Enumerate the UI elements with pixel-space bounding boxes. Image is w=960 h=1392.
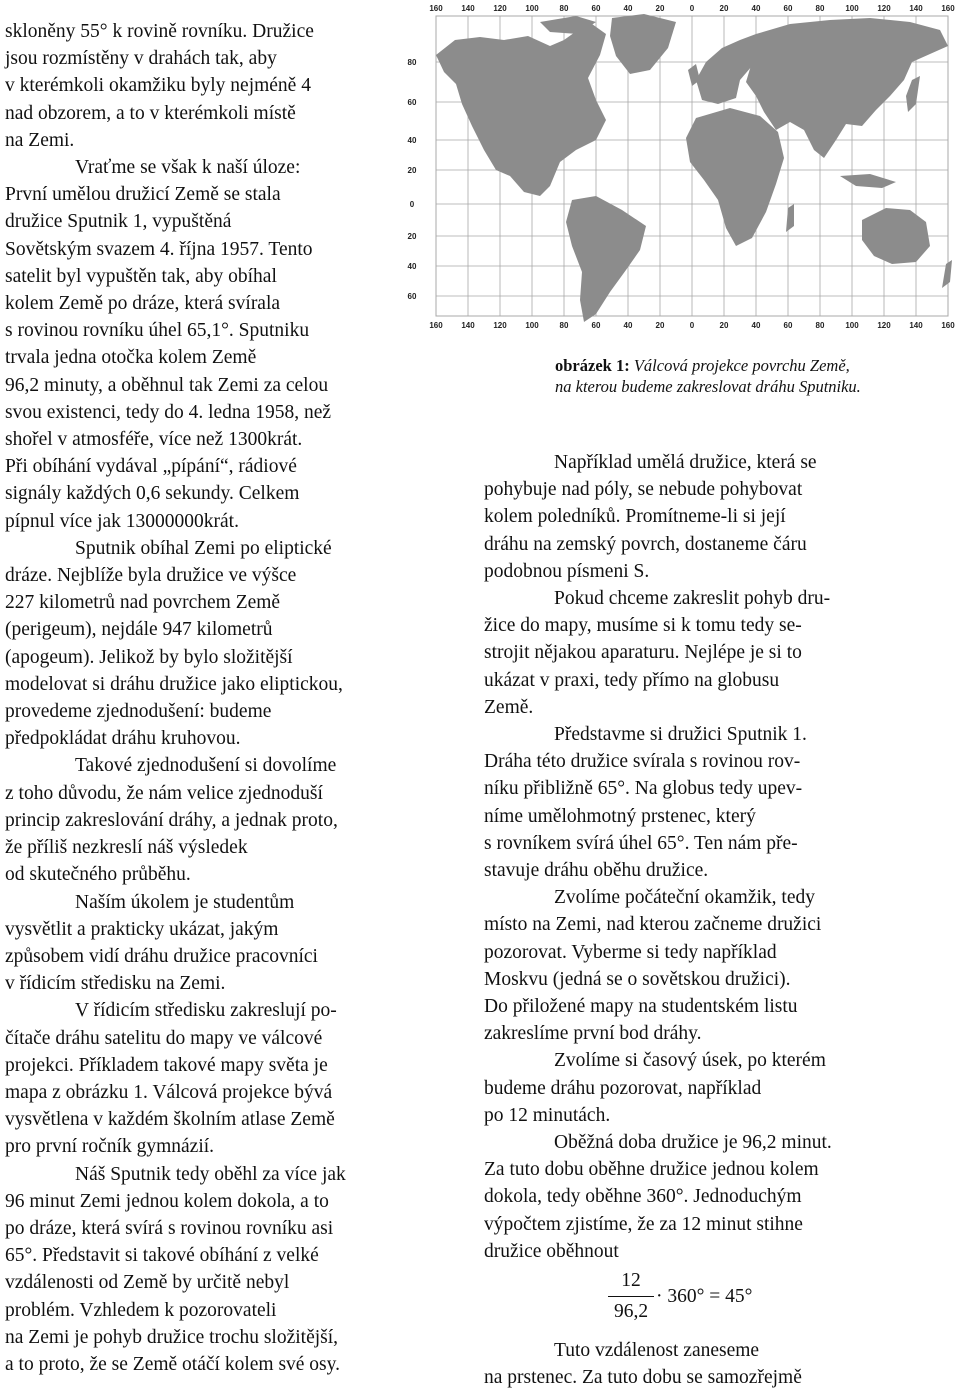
text-line: kolem Země po dráze, která svírala <box>5 293 281 315</box>
text-line: Takové zjednodušení si dovolíme <box>75 755 337 777</box>
longitude-label-top: 120 <box>877 4 891 13</box>
latitude-label: 0 <box>409 200 415 209</box>
longitude-label-top: 60 <box>783 4 793 13</box>
text-line: a to proto, že se Země otáčí kolem své osy. <box>5 1353 341 1375</box>
text-line: z toho důvodu, že nám velice zjednoduší <box>5 782 323 804</box>
longitude-label-bottom: 120 <box>493 321 507 330</box>
caption-label: obrázek 1: <box>555 356 630 375</box>
text-line: Za tuto dobu oběhne družice jednou kolem <box>484 1159 819 1181</box>
longitude-label-top: 140 <box>461 4 475 13</box>
text-line: V řídicím středisku zakreslují po- <box>75 1000 337 1022</box>
text-line: Například umělá družice, která se <box>554 452 817 473</box>
longitude-label-top: 40 <box>623 4 633 13</box>
longitude-label-top: 80 <box>815 4 825 13</box>
fraction <box>608 1269 654 1324</box>
text-line: projekci. Příkladem takové mapy světa je <box>5 1054 328 1076</box>
latitude-label: 40 <box>407 262 417 271</box>
longitude-label-top: 160 <box>429 4 443 13</box>
text-line: zakreslíme první bod dráhy. <box>484 1023 702 1045</box>
text-line: Oběžná doba družice je 96,2 minut. <box>554 1132 832 1154</box>
longitude-label-bottom: 20 <box>655 321 665 330</box>
formula <box>484 1269 944 1331</box>
fraction-bar <box>608 1296 654 1297</box>
text-line: níme umělohmotný prstenec, který <box>484 805 756 827</box>
longitude-label-bottom: 100 <box>525 321 539 330</box>
text-line: po dráze, která svírá s rovinou rovníku asi <box>5 1217 334 1239</box>
text-line: na Zemi. <box>5 129 75 151</box>
right-text-column <box>484 449 944 1392</box>
text-line: První umělou družicí Země se stala <box>5 184 281 206</box>
text-line: modelovat si dráhu družice jako eliptickou, <box>5 673 343 695</box>
world-map-figure <box>400 0 960 340</box>
caption-text-1: Válcová projekce povrchu Země, <box>633 356 850 375</box>
text-line: Při obíhání vydával „pípání“, rádiové <box>5 456 297 478</box>
text-line: signály každých 0,6 sekundy. Celkem <box>5 483 300 505</box>
longitude-label-top: 140 <box>909 4 923 13</box>
longitude-label-bottom: 40 <box>751 321 761 330</box>
text-line: pohybuje nad póly, se nebude pohybovat <box>484 479 803 501</box>
latitude-label: 40 <box>407 136 417 145</box>
text-line: místo na Zemi, nad kterou začneme družici <box>484 914 822 936</box>
longitude-label-bottom: 60 <box>591 321 601 330</box>
text-line: Zvolíme počáteční okamžik, tedy <box>554 887 815 909</box>
text-line: s rovníkem svírá úhel 65°. Ten nám pře- <box>484 832 798 854</box>
text-line: mapa z obrázku 1. Válcová projekce bývá <box>5 1081 333 1103</box>
text-line: 65°. Představit si takové obíhání z velké <box>5 1245 319 1267</box>
longitude-label-top: 100 <box>845 4 859 13</box>
longitude-label-top: 160 <box>941 4 955 13</box>
latitude-label: 20 <box>407 166 417 175</box>
text-line: po 12 minutách. <box>484 1104 611 1126</box>
text-line: Dráha této družice svírala s rovinou rov- <box>484 751 801 773</box>
text-line: (perigeum), nejdále 947 kilometrů <box>5 619 273 641</box>
text-line: problém. Vzhledem k pozorovateli <box>5 1299 277 1321</box>
text-line: Představme si družici Sputnik 1. <box>554 724 807 746</box>
text-line: trvala jedna otočka kolem Země <box>5 347 257 369</box>
text-line: dráze. Nejblíže byla družice ve výšce <box>5 565 297 587</box>
latitude-label: 60 <box>407 292 417 301</box>
text-line: Vraťme se však k naší úloze: <box>75 157 301 179</box>
text-line: dráhu na zemský povrch, dostaneme čáru <box>484 533 807 555</box>
text-line: na prstenec. Za tuto dobu se samozřejmě <box>484 1367 802 1389</box>
text-line: jsou rozmístěny v drahách tak, aby <box>5 48 277 70</box>
text-line: od skutečného průběhu. <box>5 864 191 886</box>
longitude-label-bottom: 80 <box>559 321 569 330</box>
latitude-labels <box>408 58 417 301</box>
text-line: Náš Sputnik tedy oběhl za více jak <box>75 1163 346 1185</box>
text-line: Sovětským svazem 4. října 1957. Tento <box>5 238 313 260</box>
text-line: strojit nějakou aparaturu. Nejlépe je si to <box>484 642 802 664</box>
land-masses <box>436 14 952 322</box>
new-zealand <box>942 260 952 288</box>
longitude-label-bottom: 80 <box>815 321 825 330</box>
longitude-label-top: 0 <box>689 4 695 13</box>
text-line: družice oběhnout <box>484 1240 619 1262</box>
fraction-numerator: 12 <box>621 1270 641 1292</box>
text-line: stavuje dráhu oběhu družice. <box>484 860 709 882</box>
longitude-label-bottom: 60 <box>783 321 793 330</box>
latitude-label: 60 <box>407 98 417 107</box>
text-line: čítače dráhu satelitu do mapy ve válcové <box>5 1027 323 1049</box>
text-line: 96,2 minuty, a oběhnul tak Zemi za celou <box>5 374 329 396</box>
text-line: žice do mapy, musíme si k tomu tedy se- <box>484 615 802 637</box>
longitude-label-bottom: 160 <box>429 321 443 330</box>
text-line: Naším úkolem je studentům <box>75 891 295 913</box>
longitude-label-bottom: 120 <box>877 321 891 330</box>
africa <box>686 108 784 246</box>
longitude-label-bottom: 160 <box>941 321 955 330</box>
longitude-label-top: 60 <box>591 4 601 13</box>
longitude-label-bottom: 20 <box>719 321 729 330</box>
longitude-label-bottom: 100 <box>845 321 859 330</box>
text-line: podobnou písmeni S. <box>484 560 650 582</box>
text-line: Sputnik obíhal Zemi po eliptické <box>75 537 332 559</box>
text-line: níku přibližně 65°. Na globus tedy upev- <box>484 778 803 800</box>
text-line: princip zakreslování dráhy, a jednak proto, <box>5 809 338 831</box>
text-line: nad obzorem, a to v kterémkoli místě <box>5 102 296 124</box>
text-line: v řídicím středisku na Zemi. <box>5 973 226 995</box>
longitude-label-bottom: 0 <box>689 321 695 330</box>
longitude-label-top: 80 <box>559 4 569 13</box>
text-line: vzdálenosti od Země by určitě nebyl <box>5 1272 290 1294</box>
text-line: ukázat v praxi, tedy přímo na globusu <box>484 669 780 691</box>
longitude-label-bottom: 40 <box>623 321 633 330</box>
caption-text-2: na kterou budeme zakreslovat dráhu Sputniku. <box>555 377 861 396</box>
cylindrical-projection-map <box>400 0 960 340</box>
text-line: shořel v atmosféře, více než 1300krát. <box>5 429 303 451</box>
text-line: pípnul více jak 13000000krát. <box>5 510 239 532</box>
indonesia <box>840 174 896 188</box>
text-line: Do přiložené mapy na studentském listu <box>484 996 798 1018</box>
south-america <box>566 196 646 322</box>
text-line: skloněny 55° k rovině rovníku. Družice <box>5 21 314 42</box>
latitude-label: 20 <box>407 232 417 241</box>
text-line: provedeme zjednodušení: budeme <box>5 701 272 723</box>
text-line: Zvolíme si časový úsek, po kterém <box>554 1050 826 1072</box>
text-line: dokola, tedy oběhne 360°. Jednoduchým <box>484 1186 802 1208</box>
text-line: s rovinou rovníku úhel 65,1°. Sputniku <box>5 320 310 342</box>
text-line: předpokládat dráhu kruhovou. <box>5 728 241 750</box>
text-line: vysvětlit a prakticky ukázat, jakým <box>5 918 279 940</box>
text-line: výpočtem zjistíme, že za 12 minut stihne <box>484 1213 803 1235</box>
longitude-labels-top <box>429 4 955 13</box>
longitude-label-bottom: 140 <box>909 321 923 330</box>
text-line: (apogeum). Jelikož by bylo složitější <box>5 646 293 668</box>
longitude-label-top: 100 <box>525 4 539 13</box>
right-text-block-2 <box>484 1337 944 1391</box>
text-line: Pokud chceme zakreslit pohyb dru- <box>554 588 831 610</box>
text-line: 96 minut Zemi jednou kolem dokola, a to <box>5 1190 329 1212</box>
greenland <box>610 14 676 74</box>
text-line: pro první ročník gymnázií. <box>5 1136 215 1158</box>
text-line: způsobem vidí dráhu družice pracovníci <box>5 945 318 967</box>
text-line: pozorovat. Vyberme si tedy například <box>484 941 777 963</box>
text-line: družice Sputnik 1, vypuštěná <box>5 211 232 233</box>
longitude-label-top: 40 <box>751 4 761 13</box>
fraction-denominator: 96,2 <box>613 1301 649 1323</box>
text-line: vysvětlena v každém školním atlase Země <box>5 1109 335 1131</box>
left-text-column <box>5 18 415 1378</box>
text-line: v kterémkoli okamžiku byly nejméně 4 <box>5 75 311 97</box>
text-line: Tuto vzdálenost zaneseme <box>554 1340 760 1362</box>
text-line: na Zemi je pohyb družice trochu složitější, <box>5 1326 339 1348</box>
latitude-label: 80 <box>407 58 417 67</box>
text-line: kolem poledníků. Promítneme-li si její <box>484 506 786 528</box>
longitude-label-bottom: 140 <box>461 321 475 330</box>
text-line: svou existenci, tedy do 4. ledna 1958, než <box>5 401 332 423</box>
right-text-block-1 <box>484 449 944 1265</box>
australia <box>862 208 930 264</box>
text-line: 227 kilometrů nad povrchem Země <box>5 592 281 614</box>
text-line: satelit byl vypuštěn tak, aby obíhal <box>5 265 277 287</box>
longitude-label-top: 120 <box>493 4 507 13</box>
longitude-labels-bottom <box>429 321 955 330</box>
madagascar <box>786 204 794 232</box>
formula-result: · 360° = 45° <box>656 1286 753 1308</box>
longitude-label-top: 20 <box>655 4 665 13</box>
text-line: Moskvu (jedná se o sovětskou družici). <box>484 968 791 990</box>
text-line: Země. <box>484 696 534 718</box>
figure-caption <box>555 355 935 397</box>
japan <box>906 76 920 112</box>
text-line: budeme dráhu pozorovat, například <box>484 1077 762 1099</box>
longitude-label-top: 20 <box>719 4 729 13</box>
text-line: že příliš nezkreslí náš výsledek <box>5 837 248 859</box>
